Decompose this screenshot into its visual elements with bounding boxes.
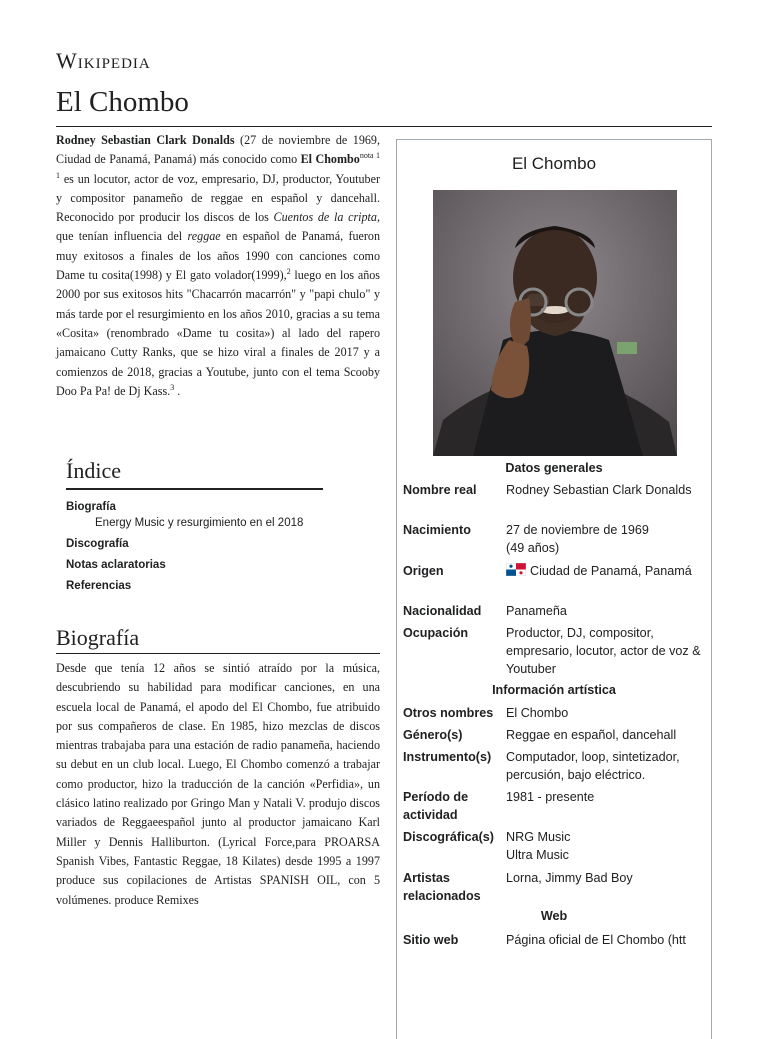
- intro-text: , que tenían influencia del: [56, 210, 380, 244]
- infobox-value[interactable]: Computador, loop, sintetizador, percusión, bajo eléctrico.: [506, 750, 680, 782]
- intro-text: .: [174, 383, 181, 398]
- infobox-label: Otros nombres: [403, 706, 494, 720]
- infobox-label: Nombre real: [403, 483, 477, 497]
- infobox-value: El Chombo: [506, 706, 569, 720]
- title-divider: [56, 126, 712, 127]
- website-link[interactable]: Página oficial de El Chombo (htt: [506, 933, 686, 947]
- page-title: El Chombo: [56, 86, 189, 118]
- intro-italic-link[interactable]: reggae: [187, 229, 221, 244]
- toc-item-discografia[interactable]: Discografía: [66, 538, 129, 550]
- infobox-value[interactable]: Reggae en español, dancehall: [506, 728, 677, 742]
- infobox-value[interactable]: Lorna, Jimmy Bad Boy: [506, 871, 633, 885]
- infobox-label: Sitio web: [403, 933, 459, 947]
- infobox-label: Artistas relacionados: [403, 871, 481, 903]
- infobox-value: [506, 828, 708, 864]
- intro-text: (27 de noviembre de 1969, Ciudad de Panamá, Panamá) más conocido como: [56, 133, 381, 167]
- panama-flag-icon: [506, 563, 526, 576]
- label-link[interactable]: NRG Music: [506, 830, 571, 844]
- toc-divider: [66, 488, 323, 490]
- infobox-section-web: Web: [540, 909, 568, 923]
- toc-item-referencias[interactable]: Referencias: [66, 580, 132, 592]
- toc-item-notas[interactable]: Notas aclaratorias: [66, 559, 166, 571]
- intro-text: en español de Panamá, fueron muy exitosos a finales de los años 1990 con canciones como Dame tu cosita(1998) y El gato volador(1999),: [56, 229, 381, 283]
- infobox-value[interactable]: Panameña: [506, 604, 567, 618]
- infobox-value: 1981 - presente: [506, 790, 595, 804]
- toc-title: Índice: [66, 458, 121, 483]
- infobox-label: Instrumento(s): [403, 750, 492, 764]
- note-reference[interactable]: nota 1 1: [56, 151, 380, 180]
- infobox-label: Ocupación: [403, 626, 469, 640]
- infobox-title: El Chombo: [511, 154, 597, 173]
- infobox-label: Nacimiento: [403, 523, 471, 537]
- wikipedia-logo[interactable]: Wikipedia: [56, 48, 151, 73]
- infobox-label: Origen: [403, 564, 444, 578]
- infobox-label: Nacionalidad: [403, 604, 482, 618]
- table-of-contents: [66, 495, 366, 595]
- citation-reference[interactable]: 2: [286, 267, 291, 277]
- intro-text: es un locutor, actor de voz, empresario, DJ, productor, Youtuber y compositor panameño de reggae en español y dancehall. Reconocido por producir los discos de los: [56, 171, 380, 225]
- infobox-label: Género(s): [403, 728, 463, 742]
- toc-item-biografia[interactable]: Biografía: [66, 501, 116, 513]
- birth-date[interactable]: 27 de noviembre de 1969: [506, 523, 649, 537]
- section-heading-biografia: Biografía: [56, 625, 140, 650]
- subject-alias: El Chombo: [300, 152, 360, 167]
- infobox-value: Productor, DJ, compositor, empresario, locutor, actor de voz & Youtuber: [506, 626, 701, 676]
- subject-name: Rodney Sebastian Clark Donalds: [56, 133, 235, 147]
- citation-reference[interactable]: 3: [170, 382, 175, 392]
- portrait-photo[interactable]: [433, 190, 677, 456]
- intro-text: luego en los años 2000 por sus exitosos hits "Chacarrón macarrón" y "papi chulo" y más tarde por el resurgimiento en los años 2010, gracias a su tema «Cosita» (renombrado «Dame tu cosita») al lado del rapero jamaicano Cutty Ranks, que se hizo viral a finales de 2017 y a comienzos de 2018, gracias a Youtube, junto con el tema Scooby Doo Pa Pa! de Dj Kass.: [56, 268, 380, 398]
- infobox-section-general: Datos generales: [505, 461, 603, 475]
- infobox-value: [506, 521, 708, 557]
- intro-italic-link[interactable]: Cuentos de la cripta: [273, 210, 377, 225]
- origin-city-link[interactable]: Ciudad de Panamá, Panamá: [530, 564, 692, 578]
- age: (49 años): [506, 541, 560, 555]
- biografia-paragraph: Desde que tenía 12 años se sintió atraído por la música, descubriendo su habilidad para modificar canciones, en una escuela local de Panamá, el apodo del El Chombo, fue atribuido por sus compañeros de clase. En 1985, hizo mezclas de discos mientras trabajaba para una estación de radio panameña, haciendo su debut en un club local. Luego, El Chombo comenzó a trabajar como productor, hizo la traducción de la canción «Perfidia», un clásico latino realizado por Gringo Man y Natali V. produjo discos variados de Reggaeespañol junto al productor jamaicano Karl Miller y Dennis Halliburton. (Lyrical Force,para PROARSA Spanish Vibes, Fantastic Reggae, 18 Kilates) desde 1995 a 1997 produce sus copilaciones de Artistas SPANISH OIL, con 5 volúmenes. produce Remixes: [56, 661, 380, 907]
- toc-item-energy-music[interactable]: Energy Music y resurgimiento en el 2018: [95, 517, 304, 529]
- infobox: [396, 139, 712, 1039]
- label-link[interactable]: Ultra Music: [506, 848, 569, 862]
- infobox-value: [506, 562, 708, 580]
- infobox-label: Período de actividad: [403, 790, 469, 822]
- section-divider: [56, 653, 380, 654]
- infobox-value: Rodney Sebastian Clark Donalds: [506, 483, 692, 497]
- infobox-section-artistic: Información artística: [492, 683, 616, 697]
- intro-paragraph: [56, 131, 380, 401]
- infobox-label: Discográfica(s): [403, 830, 494, 844]
